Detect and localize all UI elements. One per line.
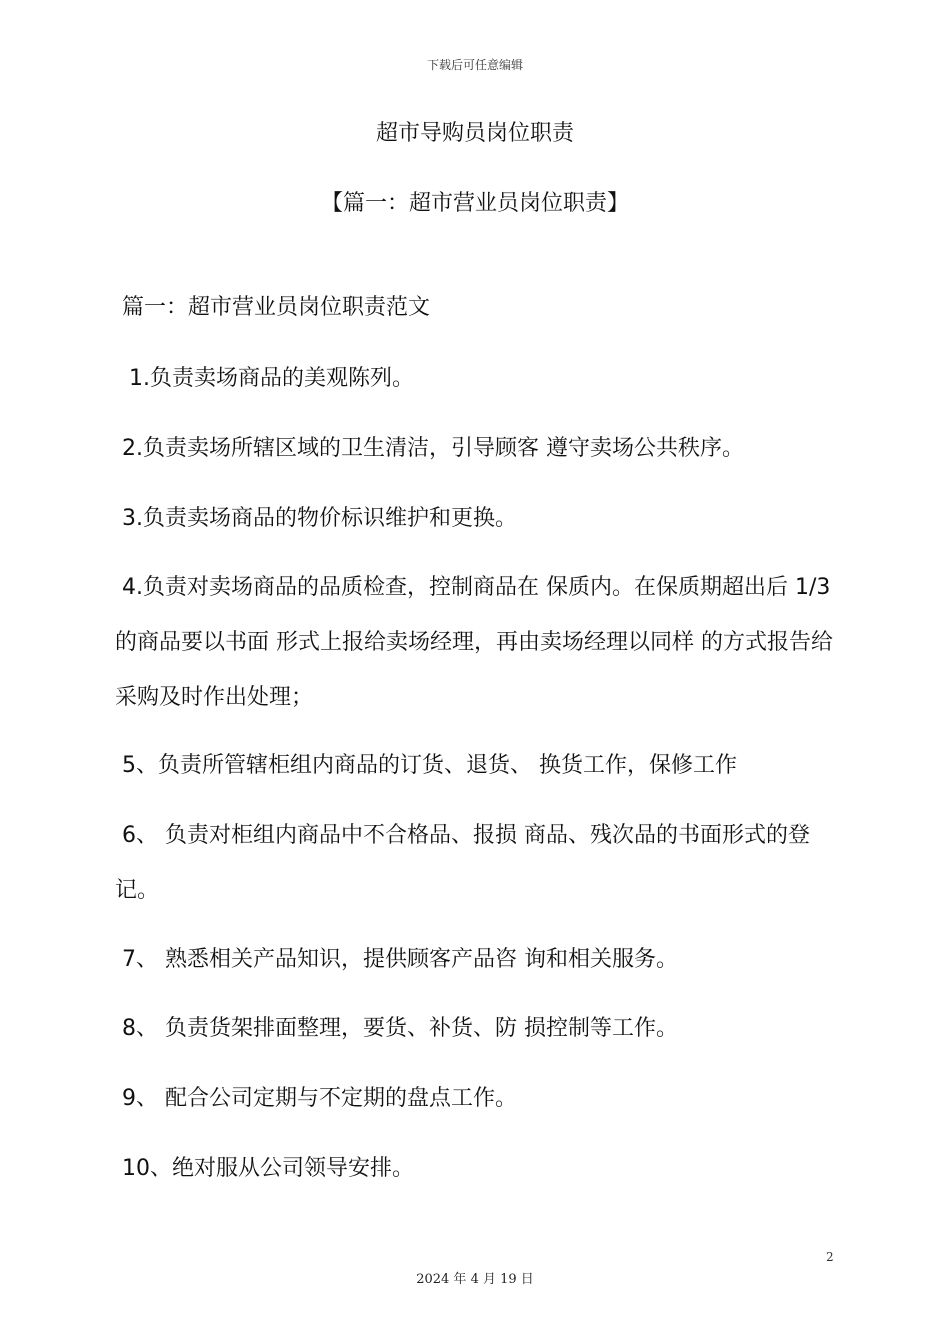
- duty-item-1: 1.负责卖场商品的美观陈列。: [115, 366, 414, 391]
- duty-item-6: 6、 负责对柜组内商品中不合格品、报损 商品、残次品的书面形式的登记。: [115, 823, 810, 903]
- duty-item-2: 2.负责卖场所辖区域的卫生清洁，引导顾客 遵守卖场公共秩序。: [115, 436, 744, 461]
- duty-item-8: 8、 负责货架排面整理，要货、补货、防 损控制等工作。: [115, 1016, 678, 1041]
- document-subtitle: 【篇一：超市营业员岗位职责】: [320, 191, 629, 216]
- duty-item-5: 5、负责所管辖柜组内商品的订货、退货、 换货工作，保修工作: [115, 753, 737, 778]
- duty-item-4: 4.负责对卖场商品的品质检查，控制商品在 保质内。在保质期超出后 1/3 的商品要以书面 形式上报给卖场经理，再由卖场经理以同样 的方式报告给采购及时作出处理；: [115, 575, 838, 710]
- duty-item-7: 7、 熟悉相关产品知识，提供顾客产品咨 询和相关服务。: [115, 947, 678, 972]
- header-note: 下载后可任意编辑: [426, 58, 523, 72]
- footer-date: 2024 年 4 月 19 日: [416, 1272, 534, 1287]
- page-number: 2: [826, 1250, 834, 1264]
- duty-item-9: 9、 配合公司定期与不定期的盘点工作。: [115, 1086, 517, 1111]
- paragraph-heading: 篇一：超市营业员岗位职责范文: [115, 295, 431, 320]
- document-title: 超市导购员岗位职责: [375, 121, 574, 146]
- duty-item-3: 3.负责卖场商品的物价标识维护和更换。: [115, 506, 517, 531]
- duty-item-10: 10、绝对服从公司领导安排。: [115, 1156, 414, 1181]
